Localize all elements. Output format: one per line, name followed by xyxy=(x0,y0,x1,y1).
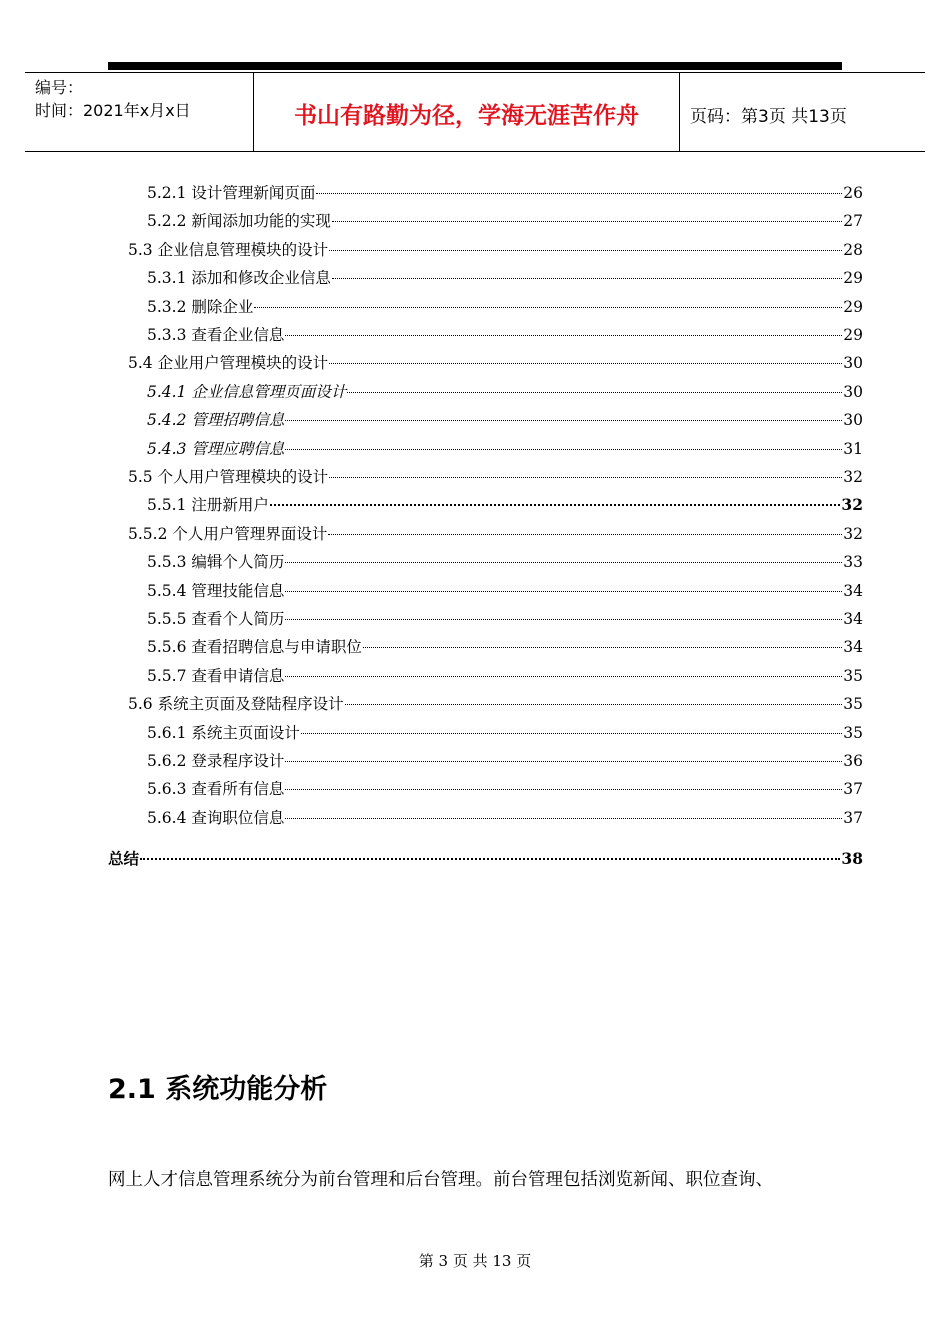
toc-entry-label: 5.5.3 编辑个人简历 xyxy=(147,553,285,571)
toc-entry-page: 31 xyxy=(843,440,863,458)
toc-leader-dots xyxy=(345,704,843,705)
toc-entry[interactable] xyxy=(147,494,863,516)
toc-leader-dots xyxy=(285,619,842,620)
body-paragraph: 网上人才信息管理系统分为前台管理和后台管理。前台管理包括浏览新闻、职位查询、 xyxy=(108,1170,773,1190)
toc-entry-page: 32 xyxy=(843,468,863,486)
toc-entry[interactable] xyxy=(128,352,863,374)
toc-entry-label: 5.6.3 查看所有信息 xyxy=(147,780,285,798)
section-heading: 2.1 系统功能分析 xyxy=(108,1074,328,1105)
toc-entry-page: 37 xyxy=(843,780,863,798)
toc-leader-dots xyxy=(347,392,842,393)
toc-entry[interactable] xyxy=(128,693,863,715)
toc-entry[interactable] xyxy=(147,750,863,772)
toc-entry-page: 36 xyxy=(843,752,863,770)
toc-entry[interactable] xyxy=(128,239,863,261)
toc-entry-page: 35 xyxy=(843,724,863,742)
toc-entry[interactable] xyxy=(147,608,863,630)
toc-entry[interactable] xyxy=(147,267,863,289)
toc-leader-dots xyxy=(285,591,842,592)
page-header xyxy=(25,72,925,152)
toc-entry-label: 总结 xyxy=(108,849,140,868)
toc-entry[interactable] xyxy=(147,438,863,460)
toc-entry[interactable] xyxy=(147,636,863,658)
toc-leader-dots xyxy=(316,193,842,194)
toc-entry-page: 38 xyxy=(841,849,863,868)
toc-entry-label: 5.5.1 注册新用户 xyxy=(147,496,269,514)
toc-entry-page: 30 xyxy=(843,354,863,372)
header-page-cell xyxy=(680,73,925,151)
toc-entry-label: 5.6.1 系统主页面设计 xyxy=(147,724,300,742)
toc-leader-dots xyxy=(285,420,842,421)
toc-leader-dots xyxy=(332,278,842,279)
header-top-rule xyxy=(108,62,842,70)
toc-entry-page: 34 xyxy=(843,582,863,600)
document-time-label: 时间：2021年x月x日 xyxy=(35,101,191,120)
toc-leader-dots xyxy=(285,449,842,450)
toc-leader-dots xyxy=(301,733,842,734)
toc-leader-dots xyxy=(329,250,842,251)
toc-entry-label: 5.3 企业信息管理模块的设计 xyxy=(128,241,329,259)
toc-entry-label: 5.6.2 登录程序设计 xyxy=(147,752,285,770)
toc-leader-dots xyxy=(328,534,842,535)
toc-leader-dots xyxy=(285,818,842,819)
toc-entry[interactable] xyxy=(128,466,863,488)
toc-entry[interactable] xyxy=(147,296,863,318)
toc-leader-dots xyxy=(285,335,842,336)
page-footer: 第 3 页 共 13 页 xyxy=(418,1252,532,1270)
toc-entry-label: 5.6.4 查询职位信息 xyxy=(147,809,285,827)
toc-entry[interactable] xyxy=(147,778,863,800)
toc-leader-dots xyxy=(329,477,842,478)
toc-leader-dots xyxy=(254,307,842,308)
toc-entry-label: 5.5.2 个人用户管理界面设计 xyxy=(128,525,328,543)
toc-leader-dots xyxy=(329,363,842,364)
document-number-label: 编号： xyxy=(35,78,84,97)
toc-entry-page: 29 xyxy=(843,326,863,344)
toc-entry-page: 28 xyxy=(843,241,863,259)
toc-entry-label: 5.4.1 企业信息管理页面设计 xyxy=(147,383,347,401)
toc-leader-dots xyxy=(285,562,842,563)
toc-entry-label: 5.5.7 查看申请信息 xyxy=(147,667,285,685)
toc-entry[interactable] xyxy=(147,210,863,232)
toc-entry-label: 5.3.3 查看企业信息 xyxy=(147,326,285,344)
toc-entry-page: 30 xyxy=(843,383,863,401)
toc-entry-page: 34 xyxy=(843,638,863,656)
toc-entry[interactable] xyxy=(147,182,863,204)
toc-entry[interactable] xyxy=(147,722,863,744)
toc-leader-dots xyxy=(363,647,842,648)
toc-leader-dots xyxy=(285,761,842,762)
toc-leader-dots xyxy=(270,504,841,506)
toc-entry-page: 27 xyxy=(843,212,863,230)
toc-entry-page: 37 xyxy=(843,809,863,827)
toc-entry[interactable] xyxy=(147,324,863,346)
toc-entry-page: 33 xyxy=(843,553,863,571)
toc-entry-label: 5.4.3 管理应聘信息 xyxy=(147,440,285,458)
toc-entry-label: 5.2.2 新闻添加功能的实现 xyxy=(147,212,331,230)
toc-entry-label: 5.4.2 管理招聘信息 xyxy=(147,411,285,429)
toc-entry-page: 34 xyxy=(843,610,863,628)
toc-entry-label: 5.6 系统主页面及登陆程序设计 xyxy=(128,695,344,713)
toc-entry[interactable] xyxy=(147,807,863,829)
toc-entry-label: 5.5.4 管理技能信息 xyxy=(147,582,285,600)
toc-entry-page: 32 xyxy=(843,525,863,543)
toc-entry[interactable] xyxy=(147,409,863,431)
toc-entry-page: 35 xyxy=(843,695,863,713)
toc-leader-dots xyxy=(285,789,842,790)
toc-entry[interactable] xyxy=(147,580,863,602)
toc-entry-label: 5.5.5 查看个人简历 xyxy=(147,610,285,628)
toc-entry-page: 29 xyxy=(843,298,863,316)
toc-entry-label: 5.3.2 删除企业 xyxy=(147,298,254,316)
toc-entry-label: 5.2.1 设计管理新闻页面 xyxy=(147,184,316,202)
toc-entry-page: 29 xyxy=(843,269,863,287)
toc-leader-dots xyxy=(332,221,842,222)
toc-entry-page: 30 xyxy=(843,411,863,429)
toc-leader-dots xyxy=(285,676,842,677)
toc-entry[interactable] xyxy=(147,665,863,687)
toc-entry-page: 35 xyxy=(843,667,863,685)
toc-entry[interactable] xyxy=(147,551,863,573)
toc-entry-label: 5.5 个人用户管理模块的设计 xyxy=(128,468,329,486)
toc-entry-page: 32 xyxy=(841,495,863,514)
toc-entry-label: 5.4 企业用户管理模块的设计 xyxy=(128,354,329,372)
header-page-info: 页码：第3页 共13页 xyxy=(690,107,847,127)
header-motto-cell xyxy=(254,73,680,151)
toc-entry[interactable] xyxy=(128,523,863,545)
toc-entry[interactable] xyxy=(147,381,863,403)
toc-entry-label: 5.3.1 添加和修改企业信息 xyxy=(147,269,331,287)
toc-entry-page: 26 xyxy=(843,184,863,202)
header-meta-cell xyxy=(25,73,254,151)
motto-text: 书山有路勤为径，学海无涯苦作舟 xyxy=(294,102,639,129)
toc-leader-dots xyxy=(140,858,840,860)
toc-entry-summary[interactable] xyxy=(108,848,863,870)
toc-entry-label: 5.5.6 查看招聘信息与申请职位 xyxy=(147,638,362,656)
